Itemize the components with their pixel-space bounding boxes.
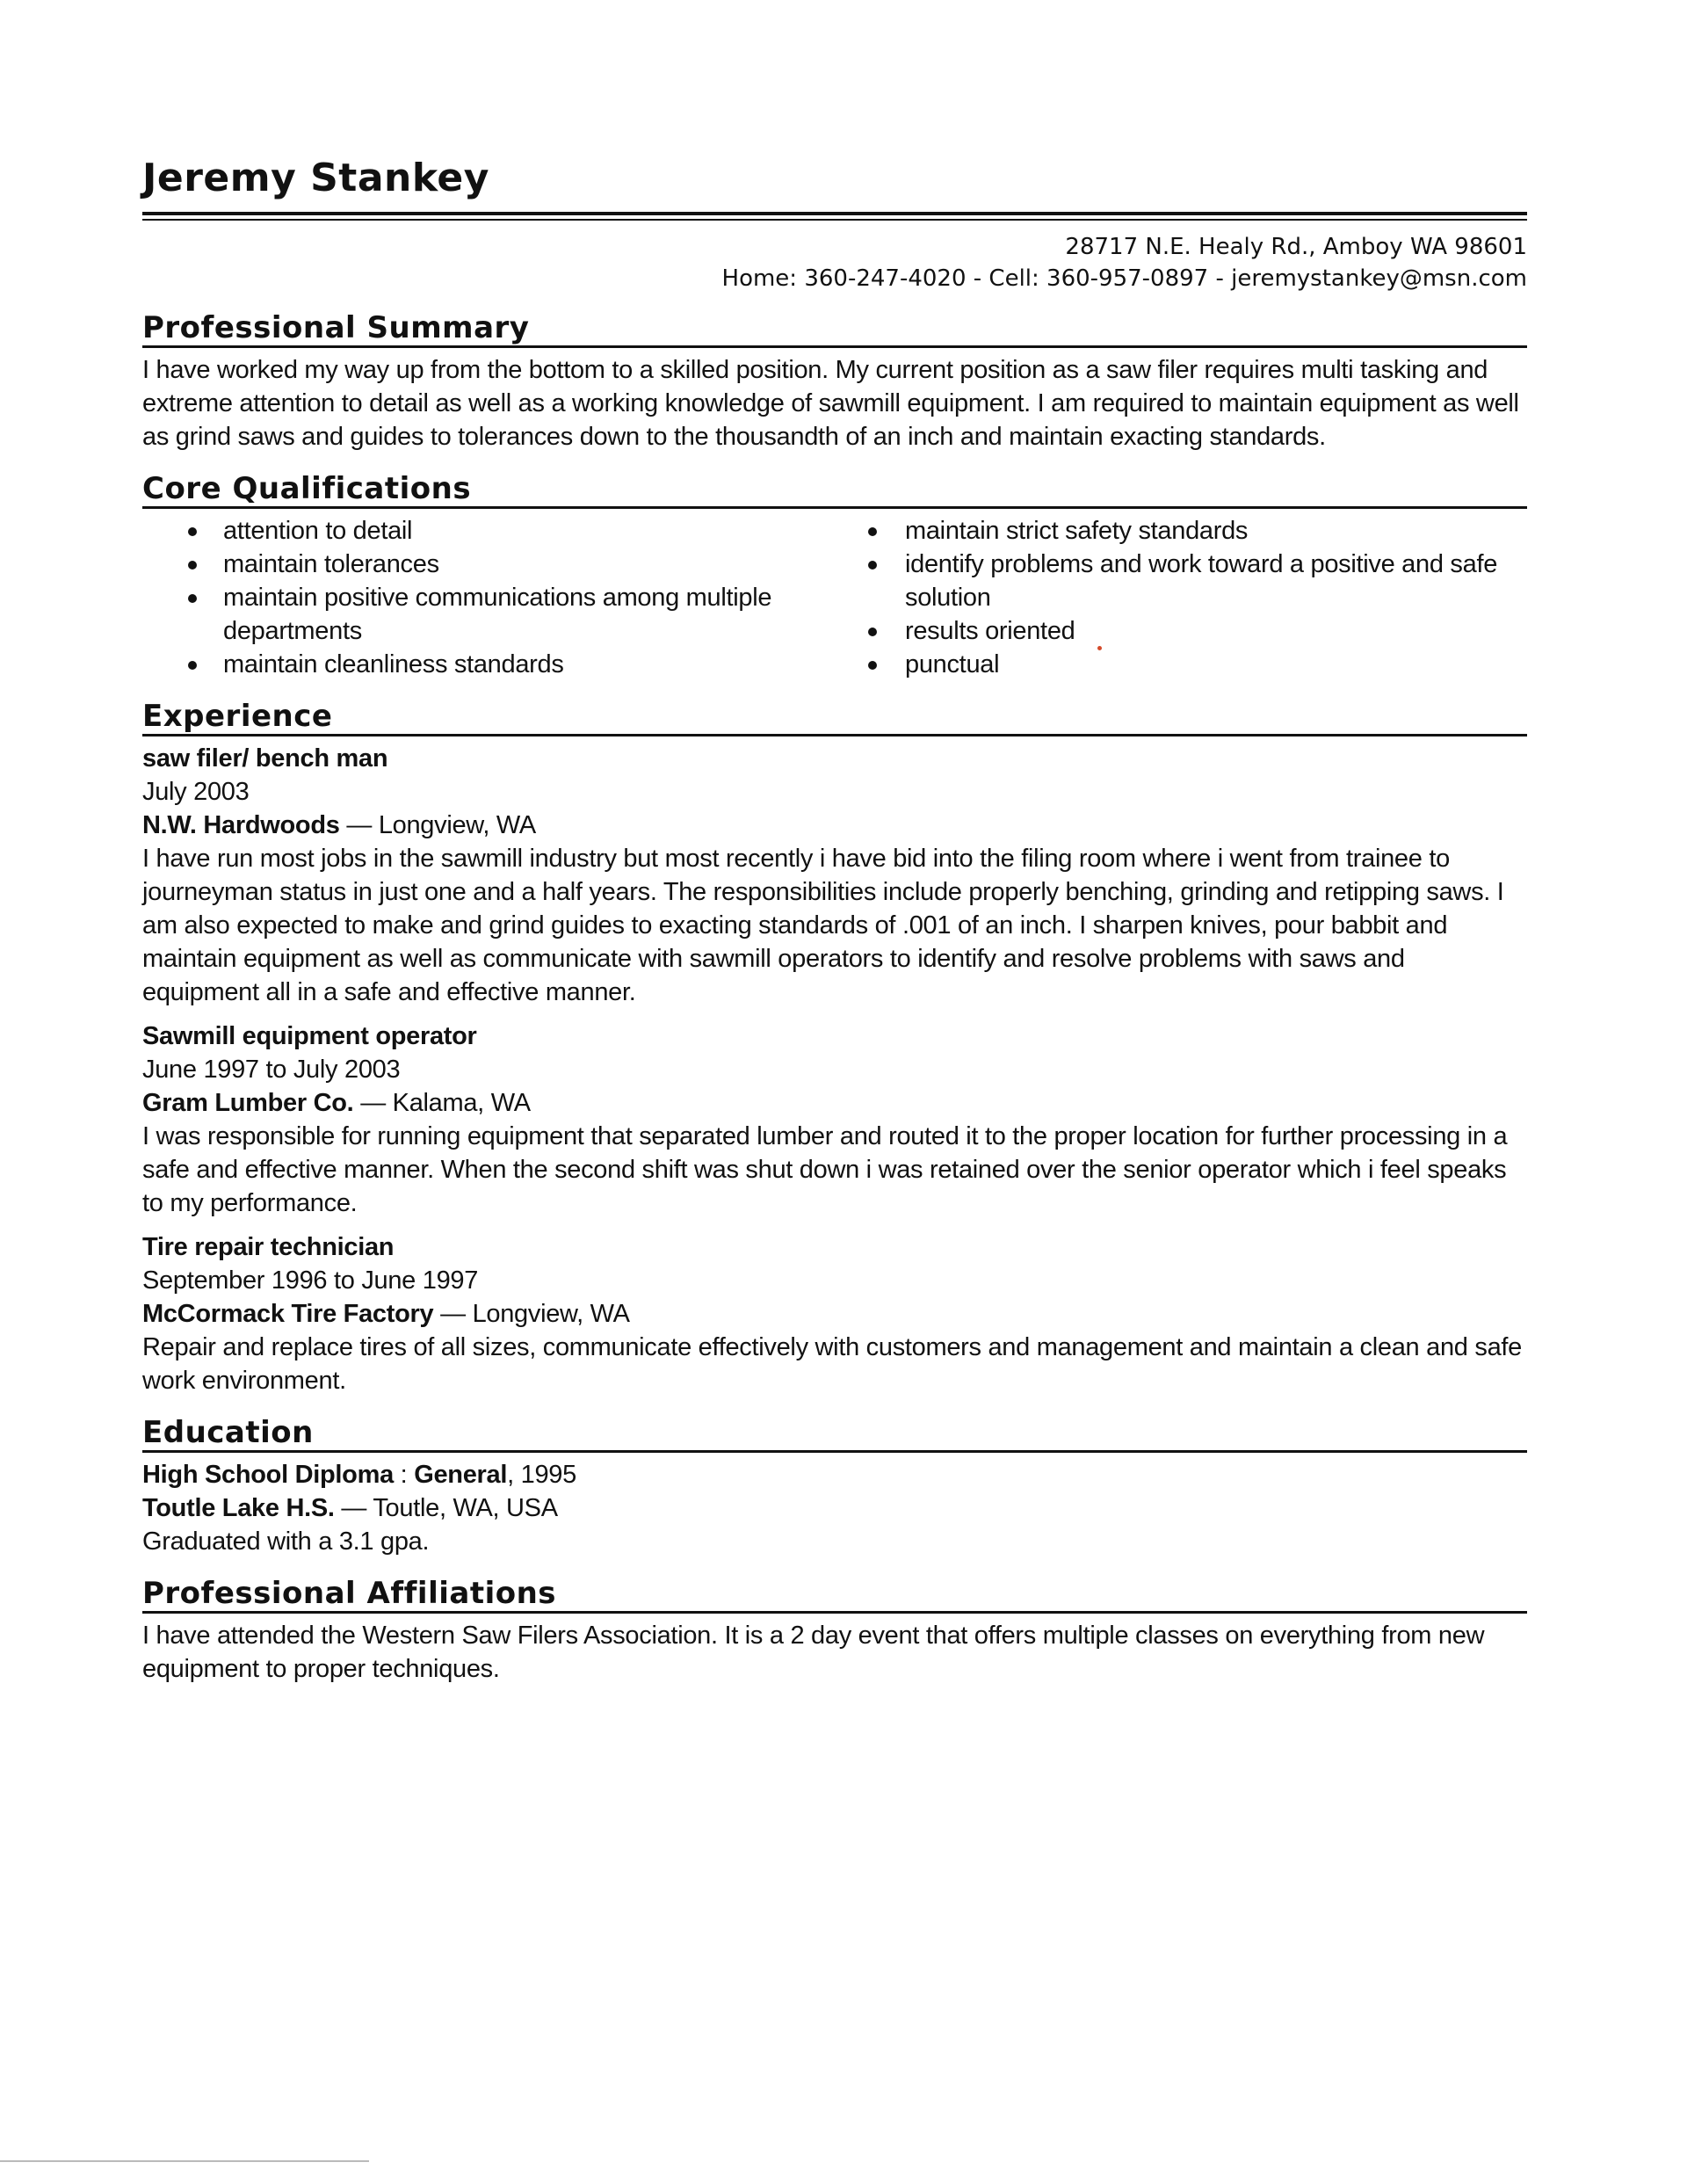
qualifications-left-list [142,514,835,681]
job-title: Tire repair technician [142,1233,395,1261]
section-rule [142,1450,1527,1453]
bullet-icon [868,527,877,536]
degree-field: General [414,1461,508,1489]
bullet-icon [188,527,197,536]
job-employer: McCormack Tire Factory — Longview, WA [142,1300,630,1328]
job-employer: Gram Lumber Co. — Kalama, WA [142,1089,531,1117]
company-name: N.W. Hardwoods [142,811,340,839]
bullet-icon [868,561,877,570]
scan-edge-line [0,2160,369,2162]
section-rule [142,1611,1527,1614]
bullet-icon [868,628,877,636]
contact-line: Home: 360-247-4020 - Cell: 360-957-0897 - jeremystankey@msn.com [721,265,1527,292]
job-entry [142,1019,1527,1220]
degree-year: , 1995 [507,1461,576,1489]
school-name: Toutle Lake H.S. [142,1494,335,1522]
section-rule [142,345,1527,348]
bullet-icon [188,594,197,603]
address: 28717 N.E. Healy Rd., Amboy WA 98601 [1065,234,1527,260]
affiliations-section [142,1576,1527,1686]
qualifications-right-list [835,514,1527,681]
job-description: I have run most jobs in the sawmill industry but most recently i have bid into the filing room where i went from trainee to journeyman status in just one and a half years. The responsibilities include properly benching, grinding and retipping saws. I am also expected to make and grind guides to exacting standards of .001 of an inch. I sharpen knives, pour babbit and maintain equipment as well as communicate with sawmill operators to identify and resolve problems with saws and equipment all in a safe and effective manner. [142,845,1504,1006]
section-title-education: Education [142,1415,314,1450]
job-dates: September 1996 to June 1997 [142,1266,479,1295]
job-dates: June 1997 to July 2003 [142,1056,401,1084]
qualifications-columns [142,514,1527,681]
resume-page [142,154,1527,1686]
section-rule [142,506,1527,509]
section-title-summary: Professional Summary [142,310,530,345]
school-location: Toutle, WA, USA [373,1494,558,1522]
contact-block [142,231,1527,294]
education-degree: High School Diploma : General, 1995 [142,1461,576,1489]
bullet-icon [868,661,877,670]
affiliations-text: I have attended the Western Saw Filers Association. It is a 2 day event that offers multiple classes on everything from new equipment to proper techniques. [142,1622,1485,1683]
scan-speck [1097,646,1102,650]
section-rule [142,734,1527,736]
section-title-experience: Experience [142,699,333,734]
job-title: saw filer/ bench man [142,744,388,773]
job-entry [142,742,1527,1009]
bullet-icon [188,561,197,570]
section-title-affiliations: Professional Affiliations [142,1576,557,1611]
list-item: identify problems and work toward a positive and safe solution [835,548,1527,614]
job-title: Sawmill equipment operator [142,1022,477,1050]
list-item: maintain tolerances [142,548,835,581]
section-title-qualifications: Core Qualifications [142,471,472,506]
list-item: maintain strict safety standards [835,514,1527,548]
company-name: Gram Lumber Co. [142,1089,354,1117]
education-section [142,1415,1527,1558]
header-rule [142,212,1527,221]
candidate-name: Jeremy Stankey [142,156,489,200]
summary-text: I have worked my way up from the bottom to a skilled position. My current position as a saw filer requires multi tasking and extreme attention to detail as well as a working knowledge of sawmill equipment. I am required to maintain equipment as well as grind saws and guides to tolerances down to the thousandth of an inch and maintain exacting standards. [142,356,1519,451]
qualifications-section [142,471,1527,681]
job-entry [142,1230,1527,1397]
experience-section [142,699,1527,1397]
summary-section [142,310,1527,453]
job-location: Kalama, WA [392,1089,531,1117]
job-description: I was responsible for running equipment that separated lumber and routed it to the proper location for further processing in a safe and effective manner. When the second shift was shut down i was retained over the senior operator which i feel speaks to my performance. [142,1122,1508,1217]
job-location: Longview, WA [378,811,536,839]
education-school: Toutle Lake H.S. — Toutle, WA, USA [142,1494,558,1522]
education-note: Graduated with a 3.1 gpa. [142,1527,430,1556]
job-dates: July 2003 [142,778,250,806]
degree-name: High School Diploma [142,1461,394,1489]
bullet-icon [188,661,197,670]
list-item: maintain positive communications among multiple departments [142,581,835,648]
list-item: maintain cleanliness standards [142,648,835,681]
job-location: Longview, WA [472,1300,630,1328]
list-item: punctual [835,648,1527,681]
list-item: attention to detail [142,514,835,548]
job-employer: N.W. Hardwoods — Longview, WA [142,811,536,839]
job-description: Repair and replace tires of all sizes, communicate effectively with customers and management and maintain a clean and safe work environment. [142,1333,1522,1395]
list-item: results oriented [835,614,1527,648]
company-name: McCormack Tire Factory [142,1300,434,1328]
